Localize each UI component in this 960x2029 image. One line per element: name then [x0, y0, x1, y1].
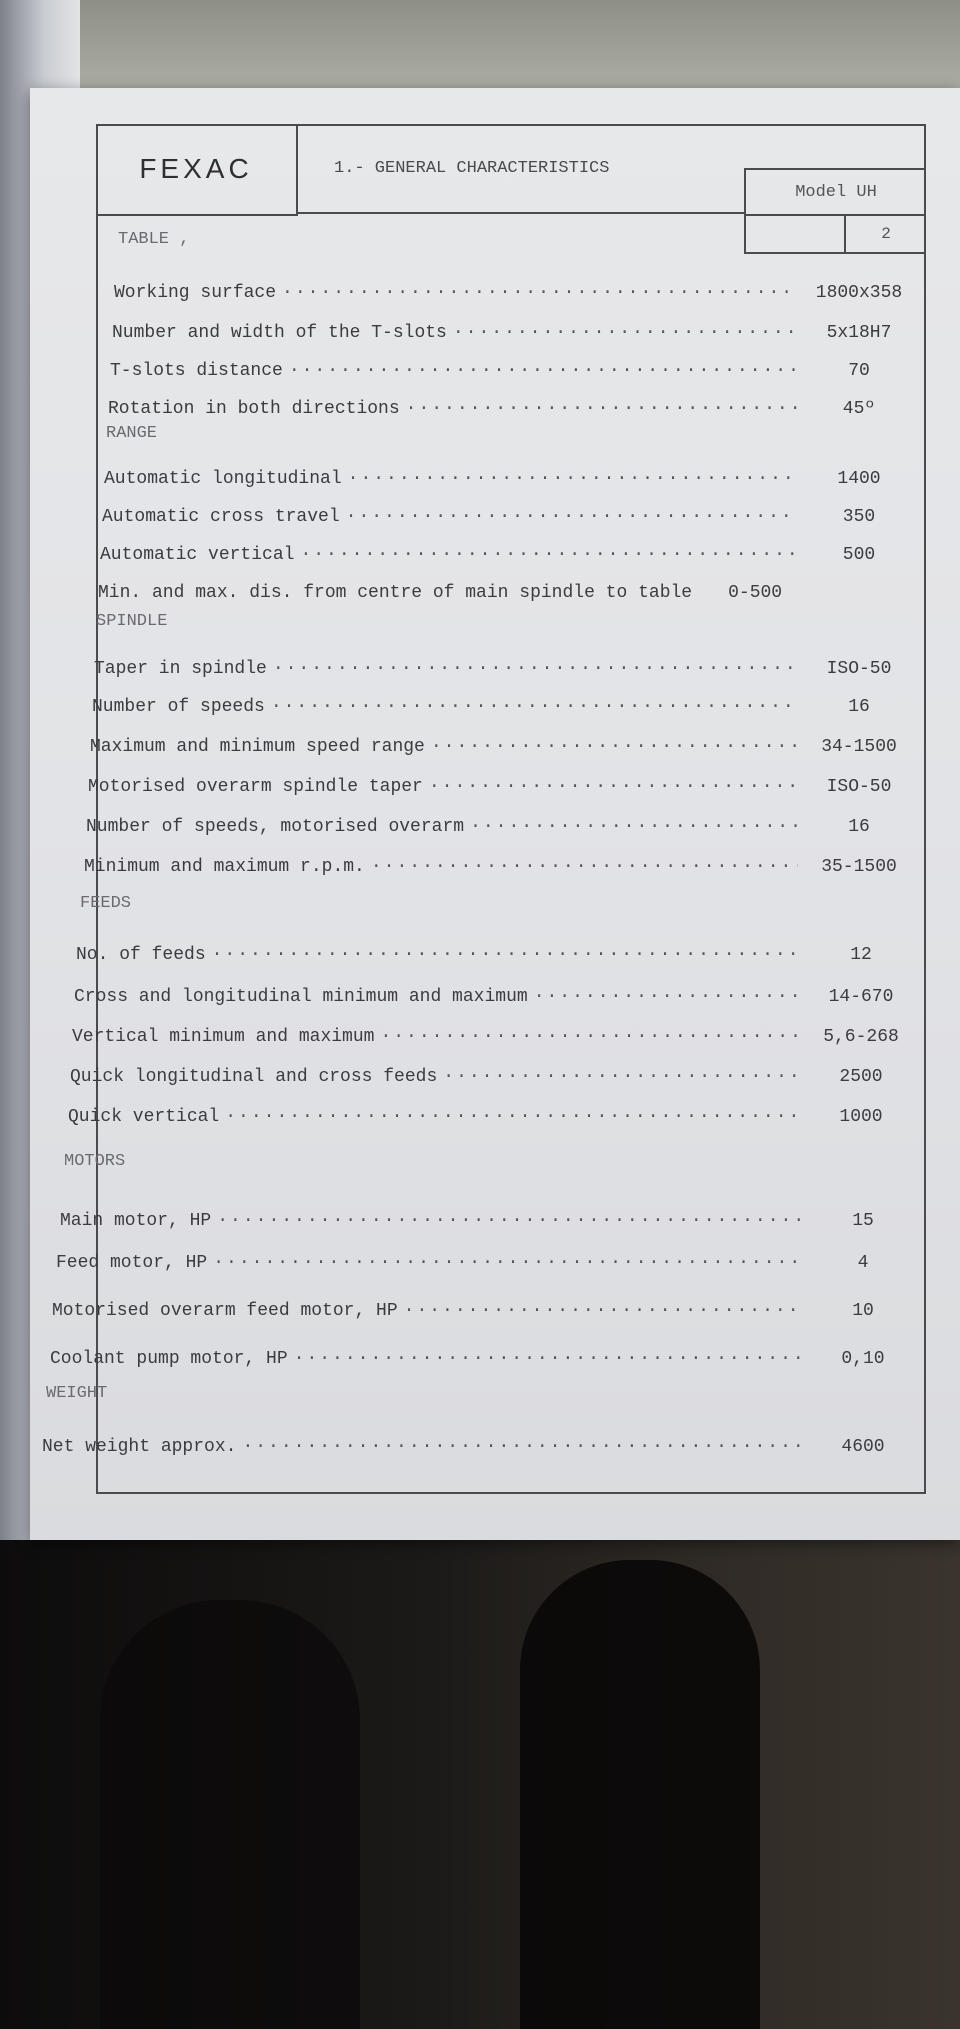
spec-label: Automatic vertical — [100, 545, 295, 565]
model-label: Model UH — [744, 168, 926, 216]
spec-value: 10 — [852, 1301, 874, 1321]
spec-row — [60, 1206, 918, 1236]
spec-label: Automatic longitudinal — [104, 469, 342, 489]
section-heading-feeds: FEEDS — [80, 894, 132, 913]
spec-label: Number and width of the T-slots — [112, 323, 447, 343]
spec-row — [104, 464, 914, 494]
spec-value: ISO-50 — [826, 777, 892, 797]
spec-row — [68, 1102, 916, 1132]
spec-row — [88, 772, 914, 802]
spec-value: 35-1500 — [821, 857, 897, 877]
spec-value: 70 — [848, 361, 870, 381]
spec-label: Maximum and minimum speed range — [90, 737, 425, 757]
spec-value: 14-670 — [828, 987, 894, 1007]
spec-row — [50, 1344, 918, 1374]
spec-label: Number of speeds, motorised overarm — [86, 817, 465, 837]
spec-value: 5x18H7 — [826, 323, 892, 343]
spec-label: Taper in spindle — [94, 659, 267, 679]
spec-label: Automatic cross travel — [102, 507, 340, 527]
spec-row — [86, 812, 914, 842]
spec-label: Quick vertical — [68, 1107, 220, 1127]
spec-label: Coolant pump motor, HP — [50, 1349, 288, 1369]
spec-label: Motorised overarm spindle taper — [88, 777, 423, 797]
spec-value: 5,6-268 — [823, 1027, 899, 1047]
spec-value: 2500 — [839, 1067, 883, 1087]
spec-label: Feed motor, HP — [56, 1253, 208, 1273]
section-heading-weight: WEIGHT — [46, 1384, 108, 1403]
spec-row — [74, 982, 916, 1012]
spec-value: 45º — [842, 399, 876, 419]
spec-label: Number of speeds — [92, 697, 265, 717]
spec-row — [98, 578, 914, 608]
spec-value: 1400 — [837, 469, 881, 489]
spec-row — [70, 1062, 916, 1092]
section-heading-range: RANGE — [106, 424, 158, 443]
spec-value: 16 — [848, 697, 870, 717]
spec-row — [100, 540, 914, 570]
spec-row — [90, 732, 914, 762]
document-title: 1.- GENERAL CHARACTERISTICS — [298, 124, 744, 214]
section-heading-motors: MOTORS — [64, 1152, 126, 1171]
spec-value: 350 — [842, 507, 876, 527]
spec-label: T-slots distance — [110, 361, 283, 381]
spec-value: ISO-50 — [826, 659, 892, 679]
spec-value: 4600 — [841, 1437, 885, 1457]
spec-value: 16 — [848, 817, 870, 837]
page-number: 2 — [844, 216, 926, 254]
spec-value: 15 — [852, 1211, 874, 1231]
spec-row — [72, 1022, 916, 1052]
spec-row — [76, 940, 916, 970]
spec-row — [84, 852, 914, 882]
spec-row — [102, 502, 914, 532]
spec-row — [94, 654, 914, 684]
spec-value: 1800x358 — [815, 283, 903, 303]
spec-row — [92, 692, 914, 722]
spec-label: Cross and longitudinal minimum and maximum — [74, 987, 528, 1007]
spec-row — [112, 318, 914, 348]
spec-row — [52, 1296, 918, 1326]
spec-row — [110, 356, 914, 386]
spec-label: Motorised overarm feed motor, HP — [52, 1301, 398, 1321]
spec-label: Min. and max. dis. from centre of main spindle to table — [98, 583, 693, 603]
spec-value: 500 — [842, 545, 876, 565]
spec-row — [42, 1432, 918, 1462]
spec-value: 0-500 — [728, 583, 783, 603]
spec-label: Quick longitudinal and cross feeds — [70, 1067, 438, 1087]
spec-row — [114, 278, 914, 308]
spec-label: Rotation in both directions — [108, 399, 400, 419]
spec-label: Net weight approx. — [42, 1437, 237, 1457]
spec-label: Main motor, HP — [60, 1211, 212, 1231]
section-heading-table: TABLE , — [118, 230, 190, 249]
spec-label: No. of feeds — [76, 945, 206, 965]
spec-label: Vertical minimum and maximum — [72, 1027, 375, 1047]
spec-label: Minimum and maximum r.p.m. — [84, 857, 365, 877]
spec-row — [56, 1248, 918, 1278]
spec-value: 0,10 — [841, 1349, 885, 1369]
section-heading-spindle: SPINDLE — [96, 612, 168, 631]
spec-value: 12 — [850, 945, 872, 965]
brand-logo: FEXAC — [96, 124, 298, 216]
spec-value: 34-1500 — [821, 737, 897, 757]
spec-value: 1000 — [839, 1107, 883, 1127]
spec-label: Working surface — [114, 283, 277, 303]
spec-value: 4 — [857, 1253, 869, 1273]
spec-row — [108, 394, 914, 424]
